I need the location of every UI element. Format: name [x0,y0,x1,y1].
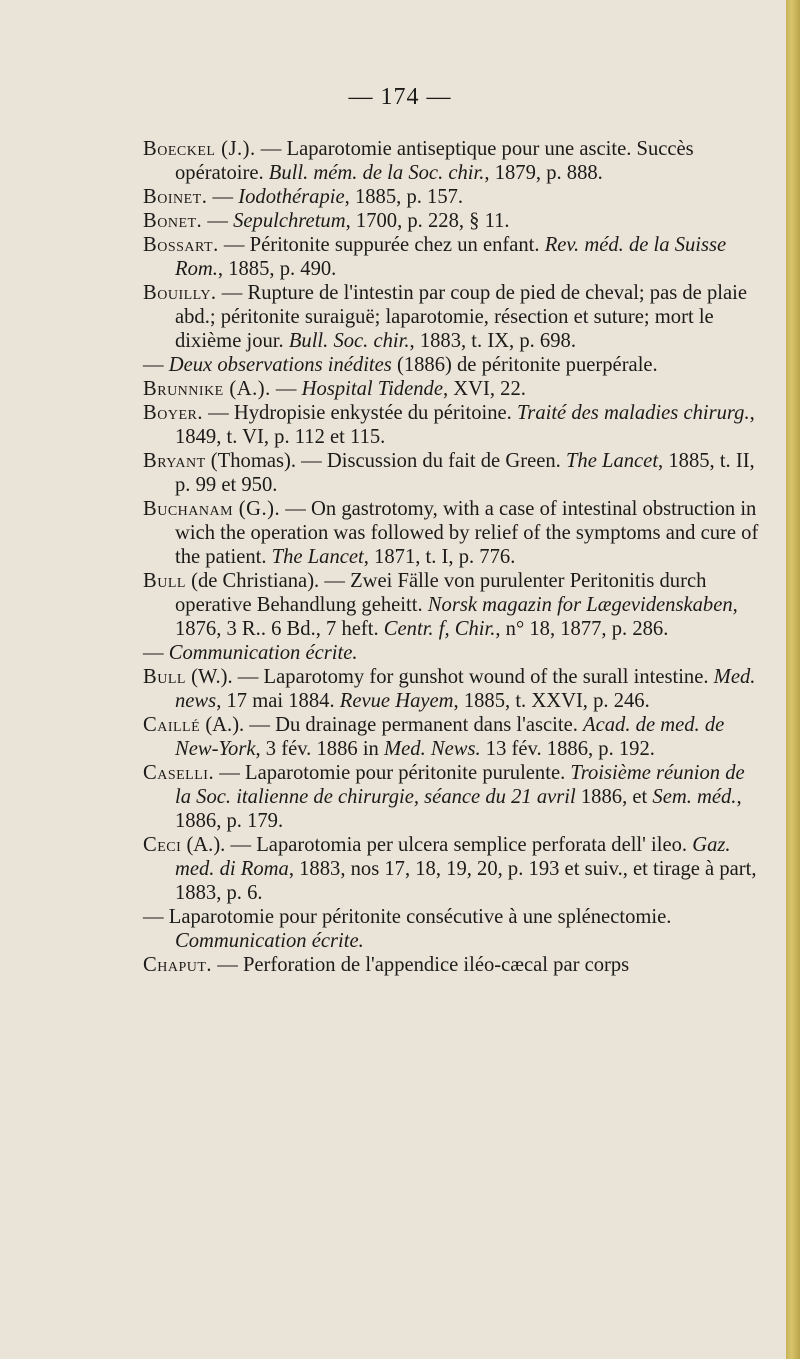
bibliography-entry [143,185,763,209]
entry-tail: , 1883, nos 17, 18, 19, 20, p. 193 et suiv., et tirage à part, 1883, p. 6. [175,858,757,904]
page-edge [786,0,800,1359]
entry-source: Acad. de med. de New-York [175,714,725,760]
bibliography-entry [143,569,763,641]
bibliography-entry [143,953,763,977]
entry-source: Norsk magazin for Lægevidenskaben [427,594,733,616]
entry-source: Sem. méd. [652,786,737,808]
entry-tail: 1886, et [575,786,653,808]
page-number: — 174 — [348,84,452,110]
entry-author: Bonet. [143,210,203,232]
entry-text: — Rupture de l'intestin par coup de pied de cheval; pas de plaie abd.; péritonite suraiguë; laparotomie, résection et suture; mort le dixième jour. [175,282,747,352]
entry-author: Ceci [143,834,182,856]
entry-tail: , 1883, t. IX, p. 698. [409,330,576,352]
entry-author: Boyer. [143,402,203,424]
entry-text: — [270,378,302,400]
entry-source: Rev. méd. de la Suisse Rom. [175,234,727,280]
entry-source: Troisième réunion de la Soc. italienne de chirurgie, séance du 21 avril [175,762,745,808]
bibliography-entry [143,665,763,713]
entry-tail: , XVI, 22. [442,378,526,400]
entry-source: Med. News. [383,738,481,760]
entry-text: — On gastrotomy, with a case of intestinal obstruction in wich the operation was followed by relief of the symptoms and cure of the patient. [175,498,759,568]
entry-tail: , 1885, p. 490. [217,258,337,280]
entry-author: Buchanam (G.). [143,498,281,520]
entry-text: — Perforation de l'appendice iléo-cæcal par corps [212,954,630,976]
entry-source: Revue Hayem [339,690,454,712]
bibliography-list [143,137,763,977]
entry-author: Caselli. [143,762,215,784]
entry-source: Med. news [175,666,756,712]
entry-author: Bryant [143,450,206,472]
entry-source: Hospital Tidende [301,378,443,400]
bibliography-entry [143,233,763,281]
entry-tail: , 1700, p. 228, § 11. [345,210,510,232]
bibliography-entry [143,449,763,497]
entry-text: — Laparotomie pour péritonite consécutive à une splénectomie. [143,906,672,928]
bibliography-entry [143,137,763,185]
entry-tail: , 1879, p. 888. [484,162,603,184]
entry-source: Bull. mém. de la Soc. chir. [268,162,485,184]
entry-author: Brunnike (A.). [143,378,271,400]
entry-text: — [143,642,169,664]
entry-text: (de Christiana). — Zwei Fälle von purulenter Peritonitis durch operative Behandlung geheitt. [175,570,707,616]
entry-tail: , 1885, t. II, p. 99 et 950. [175,450,755,496]
entry-text: — Laparotomie antiseptique pour une ascite. Succès opératoire. [175,138,694,184]
entry-text: (A.). — Du drainage permanent dans l'ascite. [200,714,584,736]
entry-tail: , n° 18, 1877, p. 286. [495,618,669,640]
entry-source: Sepulchretum [233,210,346,232]
bibliography-entry [143,401,763,449]
entry-source: Bull. Soc. chir. [288,330,410,352]
entry-source: Iodothérapie [238,186,345,208]
entry-tail: 13 fév. 1886, p. 192. [480,738,655,760]
entry-author: Bouilly. [143,282,217,304]
entry-source: Centr. f, Chir. [383,618,496,640]
entry-source: The Lancet [565,450,659,472]
entry-source: The Lancet [271,546,364,568]
entry-author: Bull [143,570,186,592]
entry-text: — [202,210,234,232]
entry-text: — Laparotomie pour péritonite purulente. [214,762,571,784]
bibliography-entry [143,905,763,953]
bibliography-entry [143,713,763,761]
entry-author: Chaput. [143,954,213,976]
entry-text: — [207,186,239,208]
bibliography-entry [143,377,763,401]
entry-tail: , 3 fév. 1886 in [255,738,384,760]
entry-text: — Hydropisie enkystée du péritoine. [203,402,517,424]
entry-tail: , 1871, t. I, p. 776. [363,546,516,568]
entry-source: Deux observations inédites [168,354,392,376]
entry-text: (A.). — Laparotomia per ulcera semplice perforata dell' ileo. [181,834,693,856]
bibliography-entry [143,281,763,353]
entry-text: (Thomas). — Discussion du fait de Green. [205,450,566,472]
entry-author: Caillé [143,714,201,736]
entry-tail: , 1885, t. XXVI, p. 246. [453,690,650,712]
entry-author: Bull [143,666,186,688]
bibliography-entry [143,761,763,833]
entry-author: Boeckel (J.). [143,138,256,160]
entry-tail: (1886) de péritonite puerpérale. [391,354,658,376]
entry-author: Boinet. [143,186,208,208]
entry-source: Traité des maladies chirurg. [516,402,750,424]
entry-source: Communication écrite. [175,930,364,952]
entry-tail: , 1849, t. VI, p. 112 et 115. [175,402,755,448]
bibliography-entry [143,641,763,665]
entry-source: Gaz. med. di Roma [175,834,731,880]
entry-tail: , 1885, p. 157. [344,186,464,208]
entry-tail: , 1876, 3 R.. 6 Bd., 7 heft. [175,594,738,640]
entry-text: (W.). — Laparotomy for gunshot wound of the surall intestine. [185,666,714,688]
entry-source: Communication écrite. [168,642,358,664]
entry-tail: , 17 mai 1884. [216,690,340,712]
entry-text: — [143,354,169,376]
bibliography-entry [143,497,763,569]
bibliography-entry [143,353,763,377]
entry-tail: , 1886, p. 179. [175,786,742,832]
bibliography-entry [143,209,763,233]
entry-text: — Péritonite suppurée chez un enfant. [218,234,545,256]
bibliography-entry [143,833,763,905]
entry-author: Bossart. [143,234,219,256]
